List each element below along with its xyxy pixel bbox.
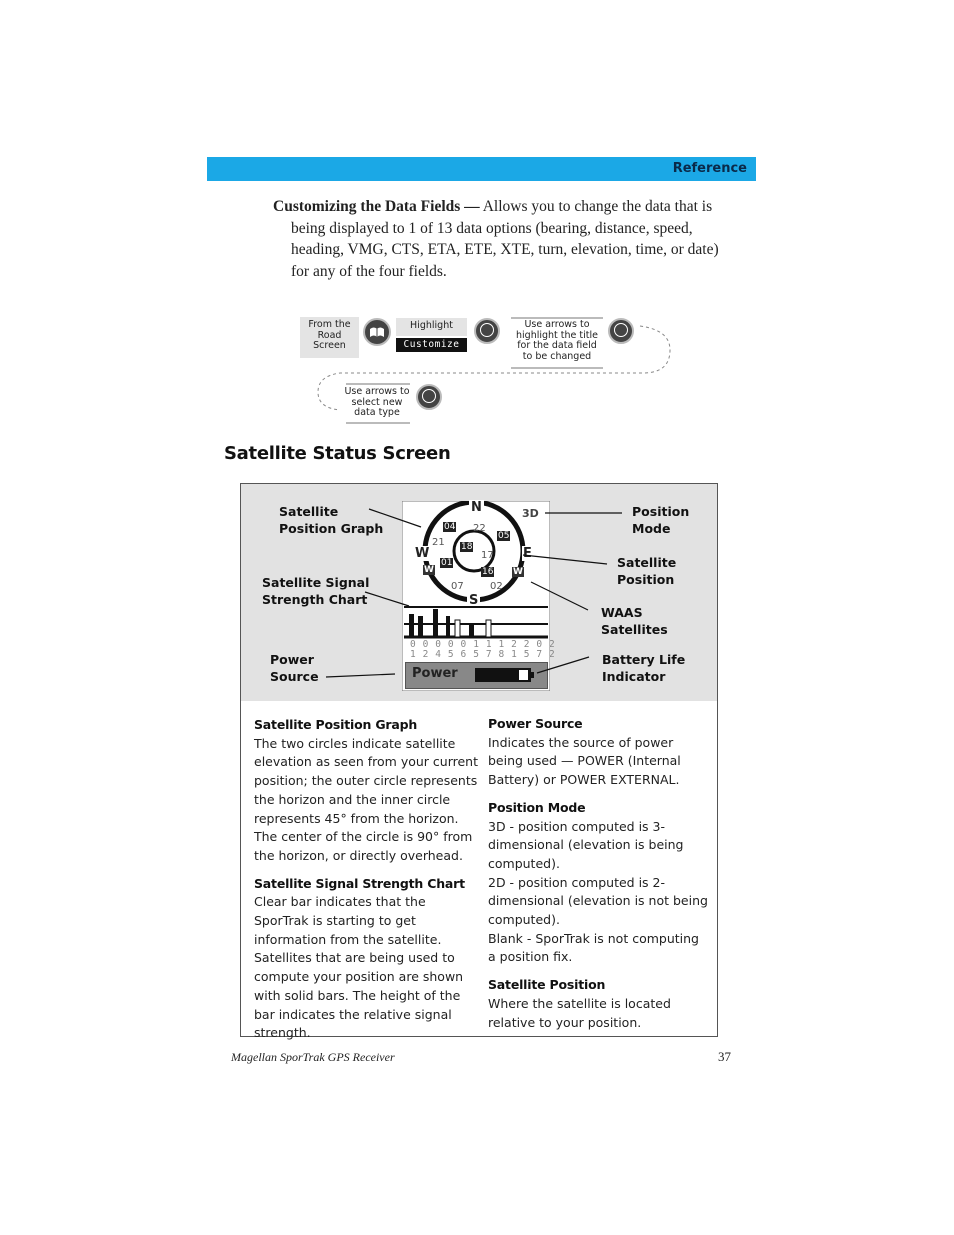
callout-signal-strength-chart: Satellite Signal Strength Chart	[262, 575, 370, 607]
heading-signal-strength-chart: Satellite Signal Strength Chart	[254, 875, 465, 891]
left-column	[254, 716, 478, 1052]
text-satellite-position-graph: The two circles indicate satellite elevation as seen from your current position; the outer circle represents the horizon and the inner circle represents 45° from the horizon. The center of the circle is 90° from the horizon, or directly overhead.	[254, 735, 478, 863]
text-power-source: Indicates the source of power being used — POWER (Internal Battery) or POWER EXTERNAL.	[488, 734, 681, 788]
page-button-icon	[362, 317, 392, 347]
flow-step1-text: From the Road Screen	[308, 319, 351, 351]
compass-south: S	[469, 593, 479, 608]
satellite-marker: 01	[441, 558, 453, 568]
flow-step-select-type: Use arrows to select new data type	[344, 386, 410, 418]
satellite-marker: 05	[498, 531, 510, 541]
flow-customize-key: Customize	[396, 338, 467, 352]
satellite-marker: 16	[482, 567, 494, 577]
power-label: Power	[412, 666, 458, 681]
waas-satellite-marker: W	[424, 565, 434, 575]
callout-satellite-position-graph: Satellite Position Graph	[279, 504, 384, 536]
flow-step-highlight-title: Use arrows to highlight the title for the data field to be changed	[516, 319, 598, 362]
callout-power-source: Power Source	[270, 652, 319, 684]
satellite-marker: 17	[481, 550, 494, 561]
callout-waas-satellites: WAAS Satellites	[601, 605, 668, 637]
compass-west: W	[415, 546, 430, 561]
right-column	[488, 715, 710, 1041]
intro-heading: Customizing the Data Fields —	[273, 198, 480, 215]
heading-satellite-position-graph: Satellite Position Graph	[254, 717, 418, 732]
callout-satellite-position: Satellite Position	[617, 555, 677, 587]
position-mode-value: 3D	[522, 507, 539, 520]
callout-battery-life: Battery Life Indicator	[602, 652, 686, 684]
satellite-marker: 07	[451, 581, 464, 592]
heading-power-source: Power Source	[488, 716, 583, 731]
heading-position-mode: Position Mode	[488, 799, 586, 815]
compass-north: N	[471, 500, 482, 515]
text-position-mode-blank: Blank - SporTrak is not computing a position fix.	[488, 930, 699, 965]
flow-step-from-road-screen	[300, 317, 359, 358]
text-signal-strength-chart: Clear bar indicates that the SporTrak is starting to get information from the satellite. Satellites that are being used to compute your position are shown with solid bars. The height of the bar indicates the relative signal strength.	[254, 894, 464, 1041]
section-title: Satellite Status Screen	[224, 443, 451, 464]
page-number: 37	[718, 1049, 731, 1064]
satellite-marker: 21	[432, 537, 445, 548]
text-satellite-position: Where the satellite is located relative to your position.	[488, 995, 671, 1030]
flow-highlight-label: Highlight	[396, 318, 467, 336]
prn-row-tens: 0 0 0 0 0 1 1 1 2 2 0 2	[410, 639, 556, 650]
satellite-marker: 18	[461, 542, 473, 552]
compass-east: E	[523, 546, 532, 561]
enter-button-icon	[416, 384, 442, 410]
waas-satellite-marker: W	[513, 567, 523, 577]
enter-button-icon	[474, 318, 500, 344]
callout-position-mode: Position Mode	[632, 504, 690, 536]
heading-satellite-position: Satellite Position	[488, 977, 606, 993]
intro-paragraph	[273, 196, 733, 283]
section-header-label: Reference	[672, 161, 747, 176]
enter-button-icon	[608, 318, 634, 344]
prn-row-ones: 1 2 4 5 6 5 7 8 1 5 7 2	[410, 649, 556, 660]
satellite-marker: 22	[473, 523, 486, 534]
intro-body: Allows you to change the data that is being displayed to 1 of 13 data options (bearing, distance, speed, heading, VMG, CTS, ETA, ETE, XTE, turn, elevation, time, or date) for any of the four fields.	[291, 198, 719, 281]
section-header-bar	[207, 157, 756, 181]
footer-title: Magellan SporTrak GPS Receiver	[231, 1050, 395, 1064]
text-position-mode-2d: 2D - position computed is 2-dimensional (elevation is not being computed).	[488, 874, 708, 928]
satellite-marker: 02	[490, 581, 503, 592]
text-position-mode-3d: 3D - position computed is 3-dimensional (elevation is being computed).	[488, 818, 684, 871]
satellite-marker: 04	[444, 522, 456, 532]
